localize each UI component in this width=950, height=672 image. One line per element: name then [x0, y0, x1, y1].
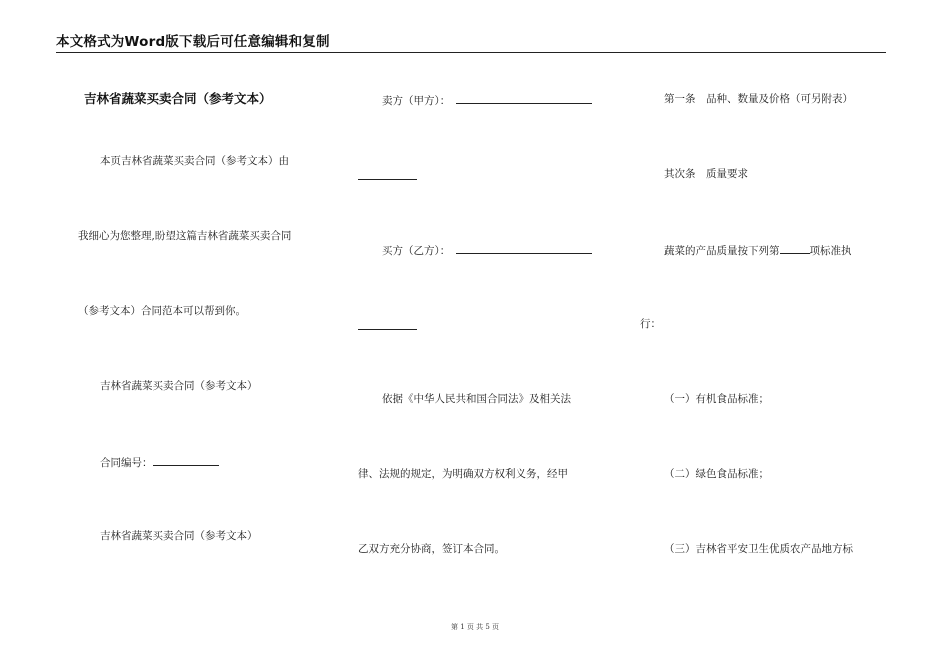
quality-line-2: 行：: [640, 318, 661, 330]
standard-item-3: （三）吉林省平安卫生优质农产品地方标: [664, 543, 853, 555]
document-title: 吉林省蔬菜买卖合同（参考文本）: [84, 91, 272, 106]
basis-line-1: 依据《中华人民共和国合同法》及相关法: [382, 393, 571, 405]
subtitle-1: 吉林省蔬菜买卖合同（参考文本）: [100, 380, 258, 392]
standard-item-1: （一）有机食品标准；: [664, 393, 769, 405]
intro-line-1: 本页吉林省蔬菜买卖合同（参考文本）由: [100, 155, 289, 167]
quality-standard-blank: [780, 242, 810, 254]
subtitle-2: 吉林省蔬菜买卖合同（参考文本）: [100, 530, 258, 542]
buyer-line: [382, 242, 592, 258]
contract-number-label: 合同编号：: [100, 457, 153, 469]
buyer-blank: [456, 242, 592, 254]
page-footer: 第 1 页 共 5 页: [450, 623, 500, 631]
intro-line-2: 我细心为您整理,盼望这篇吉林省蔬菜买卖合同: [78, 230, 292, 242]
header-banner-text: 本文格式为Word版下载后可任意编辑和复制: [56, 34, 330, 50]
quality-suffix: 项标准执: [809, 245, 852, 257]
buyer-label: 买方（乙方）：: [382, 245, 451, 257]
seller-label: 卖方（甲方）：: [382, 95, 451, 107]
basis-line-2: 律、法规的规定，为明确双方权利义务，经甲: [358, 468, 568, 480]
article-1-heading: 第一条 品种、数量及价格（可另附表）: [664, 93, 853, 105]
intro-line-3: （参考文本）合同范本可以帮到你。: [78, 305, 246, 317]
quality-line-1: [664, 242, 852, 258]
seller-line: [382, 92, 592, 108]
seller-blank: [456, 92, 592, 104]
quality-prefix: 蔬菜的产品质量按下列第: [664, 245, 780, 257]
buyer-blank-continued: [358, 328, 417, 330]
contract-number-blank: [153, 454, 219, 466]
seller-blank-continued: [358, 178, 417, 180]
basis-line-3: 乙双方充分协商，签订本合同。: [358, 543, 505, 555]
article-2-heading: 其次条 质量要求: [664, 168, 748, 180]
contract-number-line: [100, 454, 219, 470]
standard-item-2: （二）绿色食品标准；: [664, 468, 769, 480]
document-header: [56, 34, 886, 53]
